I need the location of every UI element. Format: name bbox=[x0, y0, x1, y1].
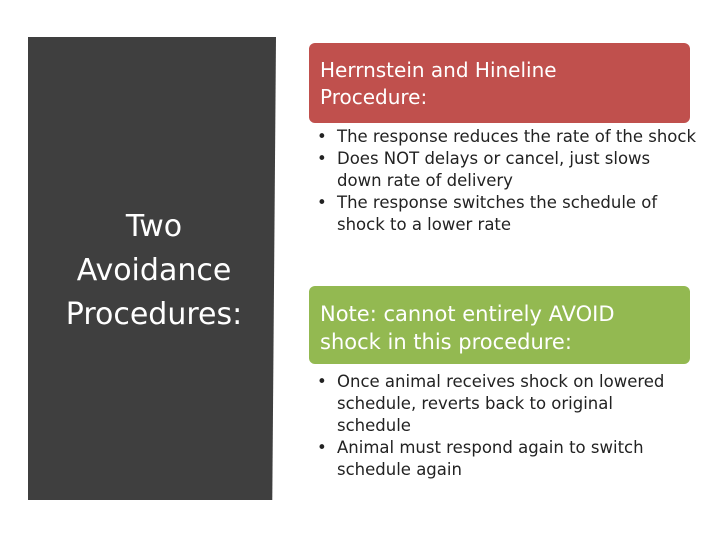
procedure-heading-line: Procedure: bbox=[320, 85, 428, 109]
note-heading-box bbox=[309, 286, 690, 364]
bullet-dot: • bbox=[317, 193, 327, 212]
slide-title-line: Avoidance bbox=[76, 253, 232, 288]
bullet-text: Animal must respond again to switch schedule again bbox=[337, 438, 644, 479]
bullet-dot: • bbox=[317, 438, 327, 457]
bullet-item bbox=[309, 192, 699, 236]
note-bullet-list bbox=[309, 371, 679, 481]
procedure-heading bbox=[320, 57, 690, 111]
bullet-item bbox=[309, 148, 699, 192]
bullet-item bbox=[309, 437, 679, 481]
bullet-item bbox=[309, 371, 679, 437]
bullet-dot: • bbox=[317, 372, 327, 391]
slide-title-line: Two bbox=[125, 209, 183, 244]
slide-title-line: Procedures: bbox=[65, 297, 243, 332]
bullet-item bbox=[309, 126, 699, 148]
bullet-dot: • bbox=[317, 149, 327, 168]
note-heading bbox=[320, 300, 690, 356]
procedure-heading-box bbox=[309, 43, 690, 123]
bullet-text: Does NOT delays or cancel, just slows down rate of delivery bbox=[337, 149, 651, 190]
bullet-text: The response reduces the rate of the shock bbox=[337, 127, 697, 146]
slide-title bbox=[28, 205, 280, 337]
bullet-text: Once animal receives shock on lowered schedule, reverts back to original schedule bbox=[337, 372, 665, 435]
procedure-heading-line: Herrnstein and Hineline bbox=[320, 58, 557, 82]
note-heading-line: Note: cannot entirely AVOID bbox=[320, 302, 615, 326]
bullet-dot: • bbox=[317, 127, 327, 146]
bullet-text: The response switches the schedule of shock to a lower rate bbox=[337, 193, 658, 234]
note-heading-line: shock in this procedure: bbox=[320, 330, 572, 354]
procedure-bullet-list bbox=[309, 126, 699, 236]
